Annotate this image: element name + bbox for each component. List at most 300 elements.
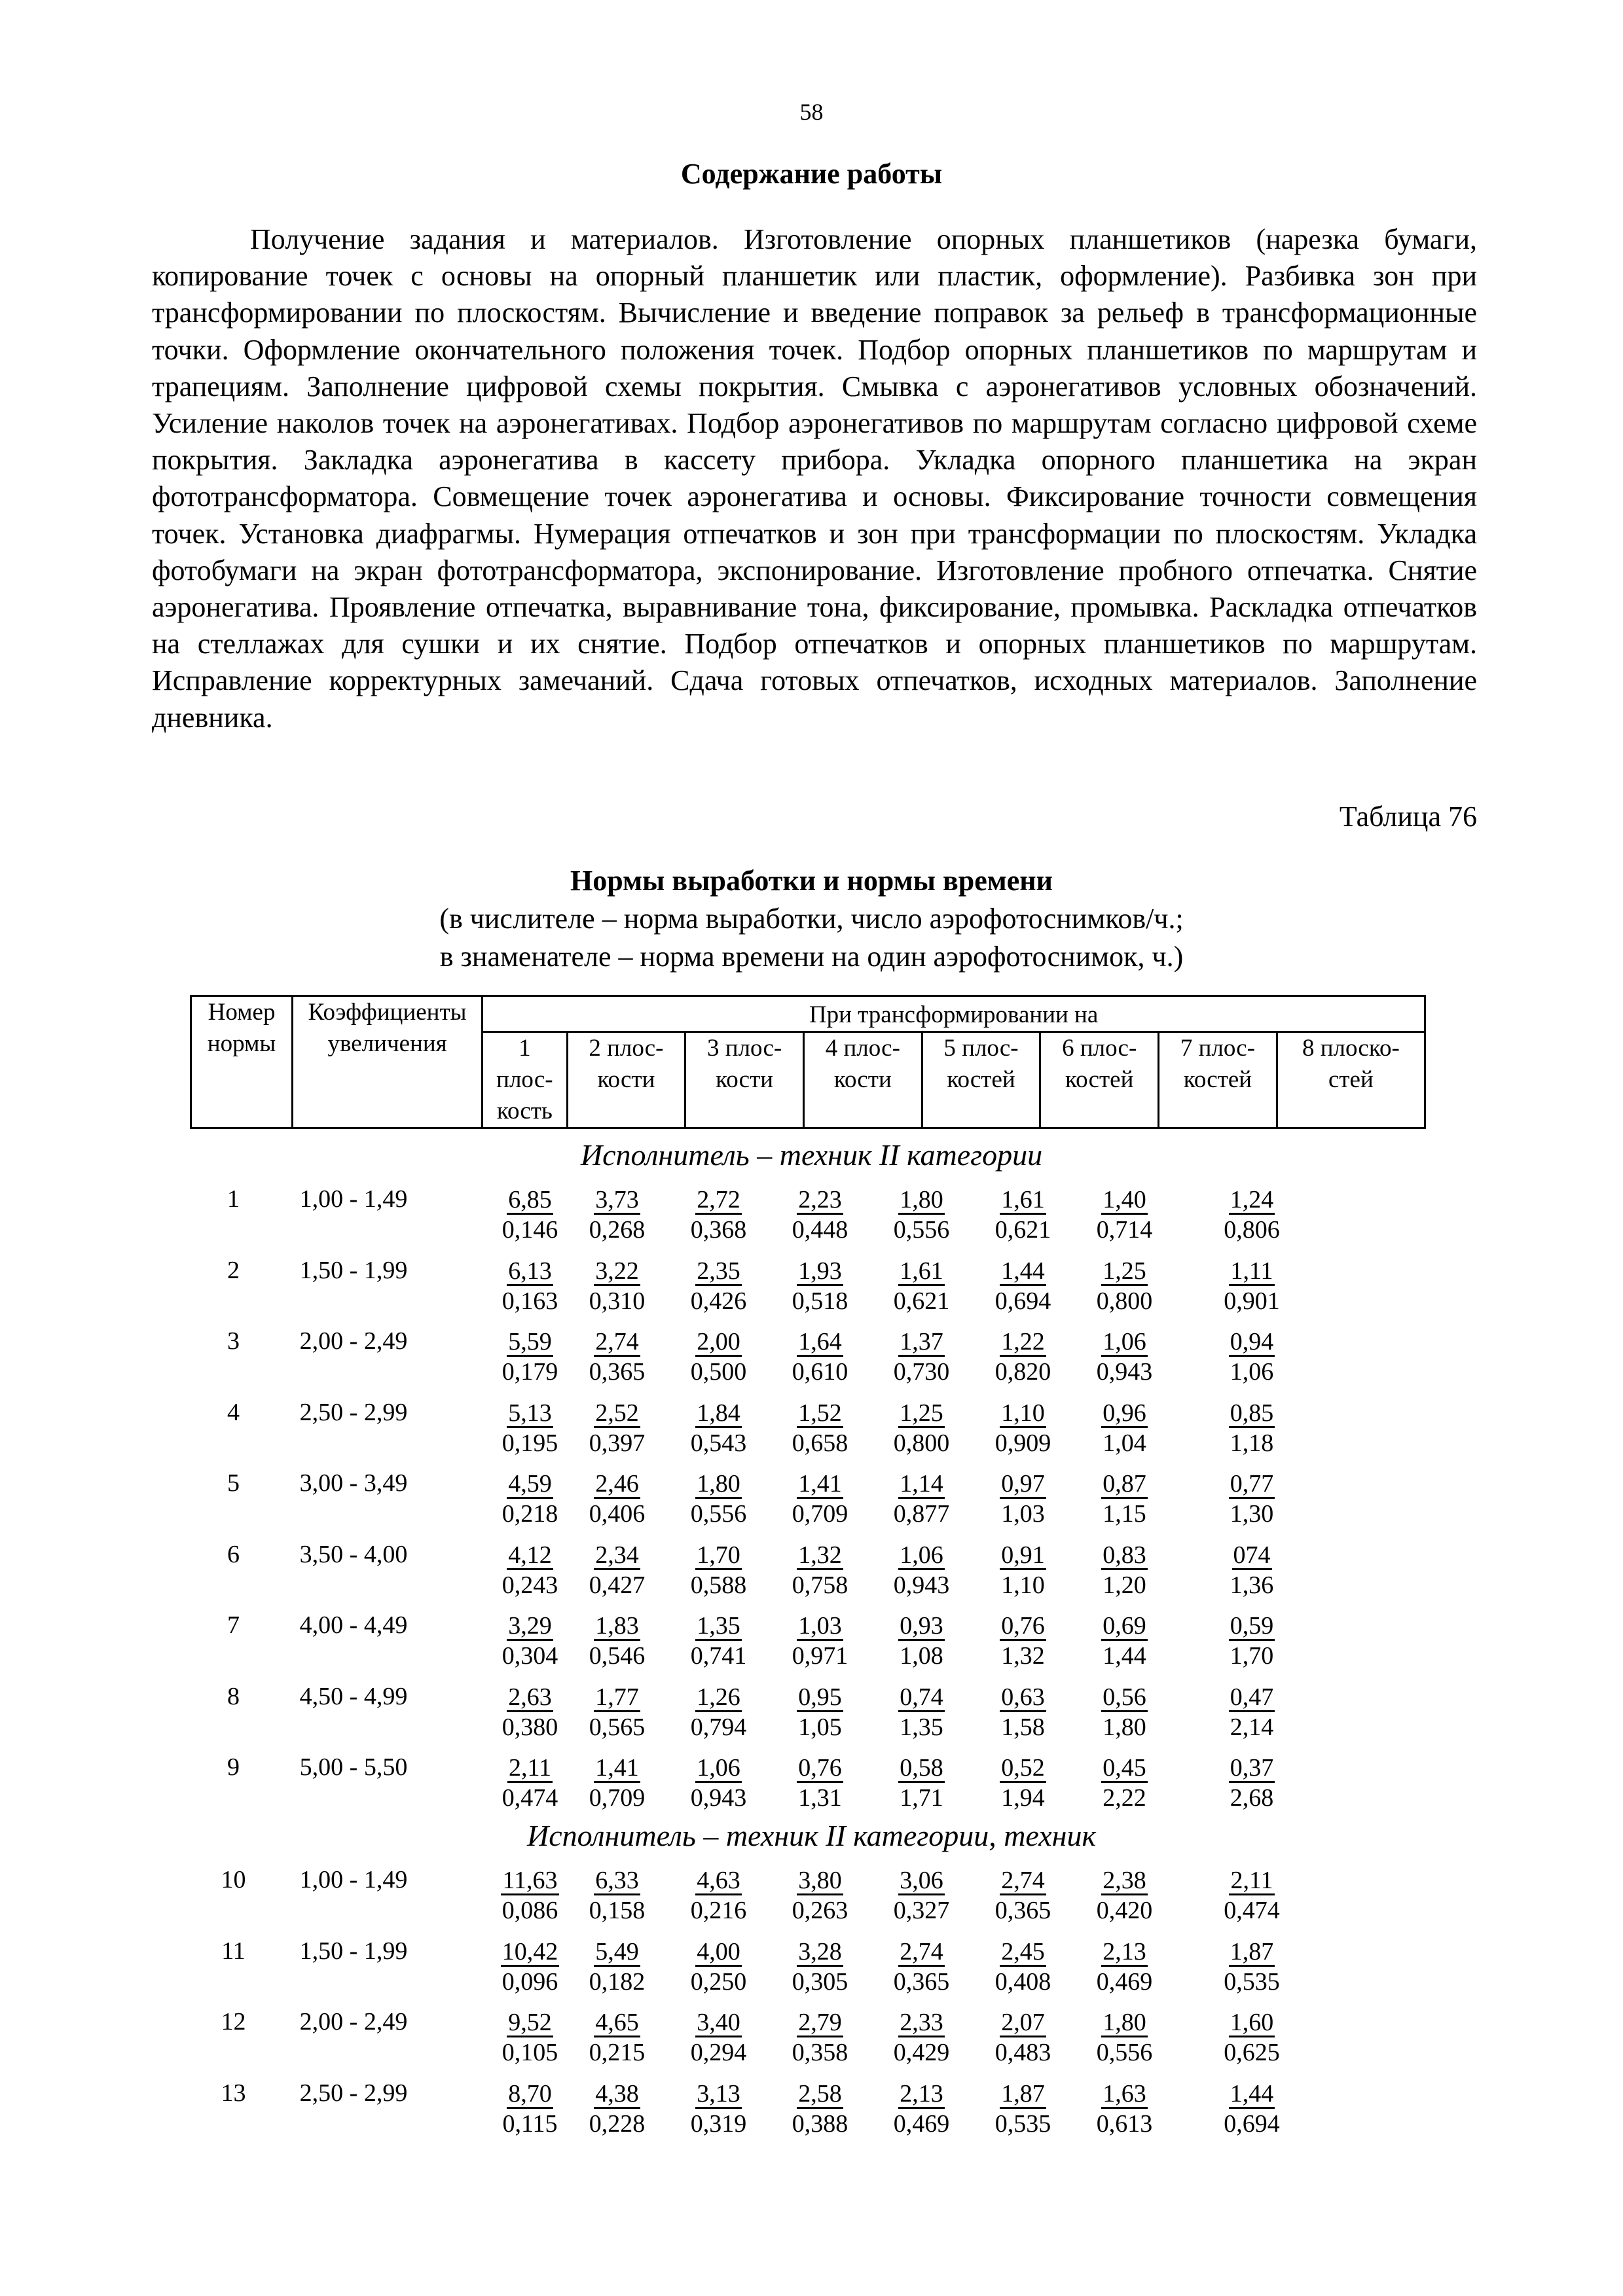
output-norm: 1,70 xyxy=(697,1541,740,1569)
fraction-cell xyxy=(972,1682,1074,1742)
fraction-cell xyxy=(871,1753,972,1813)
table-row xyxy=(0,1327,1623,1392)
output-norm: 0,59 xyxy=(1230,1612,1274,1640)
output-norm: 0,85 xyxy=(1230,1399,1274,1427)
time-norm: 0,163 xyxy=(501,1287,558,1315)
time-norm: 1,05 xyxy=(798,1713,842,1741)
norm-number: 11 xyxy=(221,1937,246,1965)
time-norm: 0,800 xyxy=(1096,1287,1153,1315)
time-norm: 0,909 xyxy=(994,1429,1051,1457)
output-norm: 2,00 xyxy=(697,1328,740,1355)
fraction-cell xyxy=(871,1398,972,1458)
output-norm: 0,93 xyxy=(900,1612,943,1640)
output-norm: 1,44 xyxy=(1230,2079,1274,2108)
fraction-cell xyxy=(668,1682,769,1742)
body-paragraph: Получение задания и материалов. Изготовление опорных планшетиков (нарезка бумаги, копирование точек с основы на опорный планшетик или пластик, оформление). Разбивка зон при трансформировании по плоскостям. Вычисление и введение поправок за рельеф в трансформационные точки. Оформление окончательного положения точек. Подбор опорных планшетиков по маршрутам и трапециям. Заполнение цифровой схемы покрытия. Смывка с аэронегативов условных обозначений. Усиление наколов точек на аэронегативах. Подбор аэронегативов по маршрутам согласно цифровой схеме покрытия. Закладка аэронегатива в кассету прибора. Укладка опорного планшетика на экран фототрансформатора. Совмещение точек аэронегатива и основы. Фиксирование точности совмещения точек. Установка диафрагмы. Нумерация отпечатков и зон при трансформации по плоскостям. Укладка фотобумаги на экран фототрансформатора, экспонирование. Изготовление пробного отпечатка. Снятие аэронегатива. Проявление отпечатка, выравнивание тона, фиксирование, промывка. Раскладка отпечатков на стеллажах для сушки и их снятие. Подбор отпечатков и опорных планшетиков по маршрутам. Исправление корректурных замечаний. Сдача готовых отпечатков, исходных материалов. Заполнение дневника. xyxy=(152,223,1477,734)
fraction-cell xyxy=(1188,1469,1315,1529)
fraction-cell xyxy=(668,1256,769,1316)
time-norm: 2,14 xyxy=(1230,1713,1274,1741)
time-norm: 0,406 xyxy=(589,1500,646,1528)
fraction-cell xyxy=(1188,1937,1315,1997)
output-norm: 4,38 xyxy=(595,2079,639,2108)
output-norm: 1,87 xyxy=(1001,2079,1045,2108)
time-norm: 0,474 xyxy=(501,1784,558,1812)
fraction-cell xyxy=(871,1540,972,1600)
time-norm: 0,658 xyxy=(792,1429,848,1457)
output-norm: 0,74 xyxy=(900,1683,943,1711)
fraction-cell xyxy=(871,2079,972,2139)
time-norm: 0,179 xyxy=(501,1358,558,1386)
coefficient-range: 3,50 - 4,00 xyxy=(299,1540,408,1568)
time-norm: 0,469 xyxy=(893,2109,950,2138)
fraction-cell xyxy=(668,1398,769,1458)
time-norm: 0,105 xyxy=(501,2039,558,2066)
coefficient-range: 1,00 - 1,49 xyxy=(299,1866,408,1893)
table-title: Нормы выработки и нормы времени xyxy=(570,865,1053,897)
fraction-cell xyxy=(769,2007,871,2068)
table-row xyxy=(0,1256,1623,1321)
time-norm: 0,546 xyxy=(589,1642,646,1670)
fraction-cell xyxy=(769,1611,871,1671)
table-row xyxy=(0,1937,1623,2002)
fraction-cell xyxy=(566,2007,668,2068)
output-norm: 0,56 xyxy=(1103,1683,1146,1711)
time-norm: 0,794 xyxy=(690,1713,747,1741)
time-norm: 0,621 xyxy=(893,1287,950,1315)
time-norm: 0,714 xyxy=(1096,1216,1153,1244)
output-norm: 9,52 xyxy=(508,2009,552,2036)
time-norm: 1,94 xyxy=(1001,1784,1045,1812)
fraction-cell xyxy=(972,1256,1074,1316)
time-norm: 2,22 xyxy=(1103,1784,1146,1812)
output-norm: 2,11 xyxy=(508,1754,552,1782)
output-norm: 0,94 xyxy=(1230,1328,1274,1355)
fraction-cell xyxy=(871,1256,972,1316)
fraction-cell xyxy=(871,1865,972,1926)
fraction-cell xyxy=(972,1185,1074,1245)
fraction-cell xyxy=(972,1937,1074,1997)
group-title: Исполнитель – техник II категории, техник xyxy=(526,1819,1096,1852)
time-norm: 0,146 xyxy=(501,1216,558,1244)
norm-number: 5 xyxy=(227,1469,240,1497)
fraction-cell xyxy=(1188,1185,1315,1245)
time-norm: 0,388 xyxy=(792,2109,848,2138)
time-norm: 0,469 xyxy=(1096,1967,1153,1996)
fraction-cell xyxy=(972,1398,1074,1458)
time-norm: 1,03 xyxy=(1001,1500,1045,1528)
fraction-cell xyxy=(668,2079,769,2139)
output-norm: 2,45 xyxy=(1001,1937,1045,1965)
fraction-cell xyxy=(972,1611,1074,1671)
fraction-cell xyxy=(494,1682,566,1742)
output-norm: 2,74 xyxy=(1001,1867,1045,1894)
fraction-cell xyxy=(1074,2007,1175,2068)
output-norm: 2,46 xyxy=(595,1470,639,1498)
output-norm: 1,84 xyxy=(697,1399,740,1427)
time-norm: 0,427 xyxy=(589,1571,646,1599)
output-norm: 2,58 xyxy=(798,2079,842,2108)
time-norm: 2,68 xyxy=(1230,1784,1274,1812)
output-norm: 5,13 xyxy=(508,1399,552,1427)
section-title: Содержание работы xyxy=(680,158,943,190)
output-norm: 6,33 xyxy=(595,1867,639,1894)
fraction-cell xyxy=(972,1753,1074,1813)
output-norm: 0,37 xyxy=(1230,1754,1274,1782)
output-norm: 2,13 xyxy=(900,2079,943,2108)
fraction-cell xyxy=(769,1398,871,1458)
output-norm: 2,38 xyxy=(1103,1867,1146,1894)
fraction-cell xyxy=(668,2007,769,2068)
header-coefficient: Коэффициенты увеличения xyxy=(293,996,483,1128)
fraction-cell xyxy=(1188,1540,1315,1600)
fraction-cell xyxy=(769,1469,871,1529)
header-col-3: 3 плос- кости xyxy=(685,1032,804,1128)
output-norm: 1,61 xyxy=(1001,1186,1045,1213)
output-norm: 2,79 xyxy=(798,2009,842,2036)
output-norm: 3,13 xyxy=(697,2079,740,2108)
output-norm: 4,63 xyxy=(697,1867,740,1894)
output-norm: 1,41 xyxy=(595,1754,639,1782)
output-norm: 1,25 xyxy=(1103,1257,1146,1285)
table-row xyxy=(0,1469,1623,1534)
time-norm: 0,625 xyxy=(1224,2039,1280,2066)
fraction-cell xyxy=(1188,2079,1315,2139)
fraction-cell xyxy=(494,1611,566,1671)
header-col-6: 6 плос- костей xyxy=(1040,1032,1159,1128)
fraction-cell xyxy=(769,1753,871,1813)
output-norm: 5,49 xyxy=(595,1937,639,1965)
output-norm: 1,14 xyxy=(900,1470,943,1498)
time-norm: 0,943 xyxy=(690,1784,747,1812)
time-norm: 0,365 xyxy=(994,1897,1051,1924)
output-norm: 2,52 xyxy=(595,1399,639,1427)
time-norm: 0,694 xyxy=(994,1287,1051,1315)
time-norm: 0,380 xyxy=(501,1713,558,1741)
time-norm: 1,30 xyxy=(1230,1500,1274,1528)
time-norm: 1,70 xyxy=(1230,1642,1274,1670)
time-norm: 0,228 xyxy=(589,2109,646,2138)
time-norm: 1,08 xyxy=(900,1642,943,1670)
output-norm: 0,76 xyxy=(798,1754,842,1782)
fraction-cell xyxy=(494,1753,566,1813)
output-norm: 3,40 xyxy=(697,2009,740,2036)
time-norm: 0,426 xyxy=(690,1287,747,1315)
fraction-cell xyxy=(871,1611,972,1671)
time-norm: 0,877 xyxy=(893,1500,950,1528)
table-row xyxy=(0,1611,1623,1676)
output-norm: 1,41 xyxy=(798,1470,842,1498)
output-norm: 1,80 xyxy=(1103,2009,1146,2036)
fraction-cell xyxy=(494,1327,566,1387)
norm-number: 3 xyxy=(227,1327,240,1355)
output-norm: 1,60 xyxy=(1230,2009,1274,2036)
output-norm: 0,45 xyxy=(1103,1754,1146,1782)
time-norm: 0,243 xyxy=(501,1571,558,1599)
output-norm: 1,03 xyxy=(798,1612,842,1640)
header-col-7: 7 плос- костей xyxy=(1159,1032,1277,1128)
output-norm: 1,63 xyxy=(1103,2079,1146,2108)
fraction-cell xyxy=(494,1540,566,1600)
time-norm: 0,588 xyxy=(690,1571,747,1599)
table-row xyxy=(0,1540,1623,1605)
output-norm: 0,47 xyxy=(1230,1683,1274,1711)
time-norm: 0,182 xyxy=(589,1967,646,1996)
output-norm: 1,77 xyxy=(595,1683,639,1711)
output-norm: 1,26 xyxy=(697,1683,740,1711)
fraction-cell xyxy=(668,1540,769,1600)
time-norm: 0,474 xyxy=(1224,1897,1280,1924)
fraction-cell xyxy=(871,1937,972,1997)
fraction-cell xyxy=(1074,1937,1175,1997)
fraction-cell xyxy=(668,1865,769,1926)
output-norm: 2,13 xyxy=(1103,1937,1146,1965)
output-norm: 1,87 xyxy=(1230,1937,1274,1965)
fraction-cell xyxy=(1188,1682,1315,1742)
output-norm: 1,06 xyxy=(1103,1328,1146,1355)
page-number: 58 xyxy=(799,99,824,125)
norm-number: 2 xyxy=(227,1256,240,1284)
norm-number: 12 xyxy=(221,2008,246,2036)
time-norm: 0,741 xyxy=(690,1642,747,1670)
time-norm: 0,448 xyxy=(792,1216,848,1244)
time-norm: 0,820 xyxy=(994,1358,1051,1386)
time-norm: 0,365 xyxy=(589,1358,646,1386)
output-norm: 1,35 xyxy=(697,1612,740,1640)
norm-number: 8 xyxy=(227,1682,240,1710)
fraction-cell xyxy=(494,1865,566,1926)
coefficient-range: 4,00 - 4,49 xyxy=(299,1611,408,1639)
time-norm: 0,304 xyxy=(501,1642,558,1670)
fraction-cell xyxy=(494,1185,566,1245)
time-norm: 0,806 xyxy=(1224,1216,1280,1244)
fraction-cell xyxy=(1074,1682,1175,1742)
time-norm: 0,800 xyxy=(893,1429,950,1457)
time-norm: 0,943 xyxy=(1096,1358,1153,1386)
norm-number: 7 xyxy=(227,1611,240,1639)
fraction-cell xyxy=(1188,2007,1315,2068)
coefficient-range: 1,50 - 1,99 xyxy=(299,1256,408,1284)
fraction-cell xyxy=(871,2007,972,2068)
time-norm: 0,556 xyxy=(893,1216,950,1244)
fraction-cell xyxy=(494,1937,566,1997)
time-norm: 0,218 xyxy=(501,1500,558,1528)
coefficient-range: 5,00 - 5,50 xyxy=(299,1753,408,1781)
output-norm: 1,44 xyxy=(1001,1257,1045,1285)
table-row xyxy=(0,1185,1623,1250)
time-norm: 0,709 xyxy=(589,1784,646,1812)
fraction-cell xyxy=(566,1256,668,1316)
fraction-cell xyxy=(566,1865,668,1926)
output-norm: 0,77 xyxy=(1230,1470,1274,1498)
norm-number: 9 xyxy=(227,1753,240,1781)
fraction-cell xyxy=(871,1185,972,1245)
fraction-cell xyxy=(769,1327,871,1387)
fraction-cell xyxy=(1074,1753,1175,1813)
fraction-cell xyxy=(871,1469,972,1529)
time-norm: 1,10 xyxy=(1001,1571,1045,1599)
time-norm: 1,36 xyxy=(1230,1571,1274,1599)
output-norm: 1,52 xyxy=(798,1399,842,1427)
table-row xyxy=(0,2079,1623,2144)
time-norm: 0,565 xyxy=(589,1713,646,1741)
output-norm: 2,23 xyxy=(798,1186,842,1213)
coefficient-range: 2,50 - 2,99 xyxy=(299,2079,408,2107)
time-norm: 0,943 xyxy=(893,1571,950,1599)
fraction-cell xyxy=(668,1937,769,1997)
fraction-cell xyxy=(769,1540,871,1600)
fraction-cell xyxy=(769,2079,871,2139)
fraction-cell xyxy=(769,1682,871,1742)
output-norm: 4,65 xyxy=(595,2009,639,2036)
time-norm: 0,294 xyxy=(690,2039,747,2066)
output-norm: 074 xyxy=(1233,1541,1271,1569)
time-norm: 0,250 xyxy=(690,1967,747,1996)
fraction-cell xyxy=(1074,1398,1175,1458)
time-norm: 0,429 xyxy=(893,2039,950,2066)
header-col-5: 5 плос- костей xyxy=(922,1032,1040,1128)
output-norm: 2,72 xyxy=(697,1186,740,1213)
output-norm: 0,76 xyxy=(1001,1612,1045,1640)
output-norm: 1,10 xyxy=(1001,1399,1045,1427)
coefficient-range: 1,50 - 1,99 xyxy=(299,1937,408,1965)
fraction-cell xyxy=(566,1327,668,1387)
fraction-cell xyxy=(1188,1327,1315,1387)
group-title: Исполнитель – техник II категории xyxy=(580,1138,1043,1172)
time-norm: 0,115 xyxy=(502,2109,558,2138)
time-norm: 0,543 xyxy=(690,1429,747,1457)
output-norm: 1,40 xyxy=(1103,1186,1146,1213)
output-norm: 2,74 xyxy=(900,1937,943,1965)
time-norm: 0,397 xyxy=(589,1429,646,1457)
fraction-cell xyxy=(494,1256,566,1316)
fraction-cell xyxy=(769,1185,871,1245)
time-norm: 1,04 xyxy=(1103,1429,1146,1457)
fraction-cell xyxy=(972,1327,1074,1387)
fraction-cell xyxy=(1188,1256,1315,1316)
fraction-cell xyxy=(566,1611,668,1671)
time-norm: 0,610 xyxy=(792,1358,848,1386)
fraction-cell xyxy=(769,1865,871,1926)
time-norm: 0,971 xyxy=(792,1642,848,1670)
table-label: Таблица 76 xyxy=(1339,800,1477,833)
output-norm: 3,06 xyxy=(900,1867,943,1894)
fraction-cell xyxy=(566,1753,668,1813)
fraction-cell xyxy=(494,1398,566,1458)
table-row xyxy=(0,2007,1623,2073)
output-norm: 1,06 xyxy=(697,1754,740,1782)
output-norm: 0,87 xyxy=(1103,1470,1146,1498)
time-norm: 0,305 xyxy=(792,1967,848,1996)
fraction-cell xyxy=(972,2079,1074,2139)
time-norm: 1,71 xyxy=(900,1784,943,1812)
fraction-cell xyxy=(769,1937,871,1997)
norm-number: 6 xyxy=(227,1540,240,1568)
output-norm: 8,70 xyxy=(508,2079,552,2108)
coefficient-range: 1,00 - 1,49 xyxy=(299,1185,408,1213)
output-norm: 1,24 xyxy=(1230,1186,1274,1213)
output-norm: 2,63 xyxy=(508,1683,552,1711)
time-norm: 0,500 xyxy=(690,1358,747,1386)
fraction-cell xyxy=(1188,1865,1315,1926)
time-norm: 0,613 xyxy=(1096,2109,1153,2138)
fraction-cell xyxy=(566,1540,668,1600)
coefficient-range: 2,50 - 2,99 xyxy=(299,1398,408,1426)
output-norm: 0,91 xyxy=(1001,1541,1045,1569)
output-norm: 0,69 xyxy=(1103,1612,1146,1640)
output-norm: 1,61 xyxy=(900,1257,943,1285)
output-norm: 1,25 xyxy=(900,1399,943,1427)
output-norm: 5,59 xyxy=(508,1328,552,1355)
output-norm: 1,06 xyxy=(900,1541,943,1569)
time-norm: 0,195 xyxy=(501,1429,558,1457)
output-norm: 4,00 xyxy=(697,1937,740,1965)
fraction-cell xyxy=(1074,1540,1175,1600)
coefficient-range: 3,00 - 3,49 xyxy=(299,1469,408,1497)
time-norm: 0,535 xyxy=(994,2109,1051,2138)
time-norm: 0,901 xyxy=(1224,1287,1280,1315)
output-norm: 1,64 xyxy=(798,1328,842,1355)
fraction-cell xyxy=(1188,1611,1315,1671)
norm-number: 10 xyxy=(221,1866,246,1893)
fraction-cell xyxy=(1188,1398,1315,1458)
time-norm: 0,215 xyxy=(589,2039,646,2066)
table-row xyxy=(0,1865,1623,1931)
output-norm: 1,37 xyxy=(900,1328,943,1355)
time-norm: 1,35 xyxy=(900,1713,943,1741)
output-norm: 2,11 xyxy=(1230,1867,1273,1894)
time-norm: 0,310 xyxy=(589,1287,646,1315)
fraction-cell xyxy=(972,1865,1074,1926)
output-norm: 1,80 xyxy=(900,1186,943,1213)
fraction-cell xyxy=(871,1682,972,1742)
fraction-cell xyxy=(566,1682,668,1742)
fraction-cell xyxy=(566,1185,668,1245)
fraction-cell xyxy=(1074,1185,1175,1245)
time-norm: 0,216 xyxy=(690,1897,747,1924)
output-norm: 1,83 xyxy=(595,1612,639,1640)
output-norm: 11,63 xyxy=(502,1867,558,1894)
time-norm: 0,086 xyxy=(501,1897,558,1924)
header-number: Номер нормы xyxy=(191,996,293,1128)
header-col-4: 4 плос- кости xyxy=(803,1032,922,1128)
time-norm: 1,18 xyxy=(1230,1429,1274,1457)
time-norm: 0,535 xyxy=(1224,1967,1280,1996)
norm-number: 1 xyxy=(227,1185,240,1213)
table-row xyxy=(0,1398,1623,1463)
fraction-cell xyxy=(668,1753,769,1813)
fraction-cell xyxy=(566,1398,668,1458)
output-norm: 0,96 xyxy=(1103,1399,1146,1427)
coefficient-range: 4,50 - 4,99 xyxy=(299,1682,408,1710)
time-norm: 1,06 xyxy=(1230,1358,1274,1386)
fraction-cell xyxy=(566,1937,668,1997)
output-norm: 1,80 xyxy=(697,1470,740,1498)
fraction-cell xyxy=(972,2007,1074,2068)
output-norm: 4,59 xyxy=(508,1470,552,1498)
fraction-cell xyxy=(972,1540,1074,1600)
fraction-cell xyxy=(668,1327,769,1387)
time-norm: 1,80 xyxy=(1103,1713,1146,1741)
fraction-cell xyxy=(494,1469,566,1529)
output-norm: 2,35 xyxy=(697,1257,740,1285)
time-norm: 1,20 xyxy=(1103,1571,1146,1599)
coefficient-range: 2,00 - 2,49 xyxy=(299,2008,408,2036)
output-norm: 6,85 xyxy=(508,1186,552,1213)
fraction-cell xyxy=(1074,2079,1175,2139)
output-norm: 1,93 xyxy=(798,1257,842,1285)
time-norm: 0,319 xyxy=(690,2109,747,2138)
time-norm: 0,694 xyxy=(1224,2109,1280,2138)
